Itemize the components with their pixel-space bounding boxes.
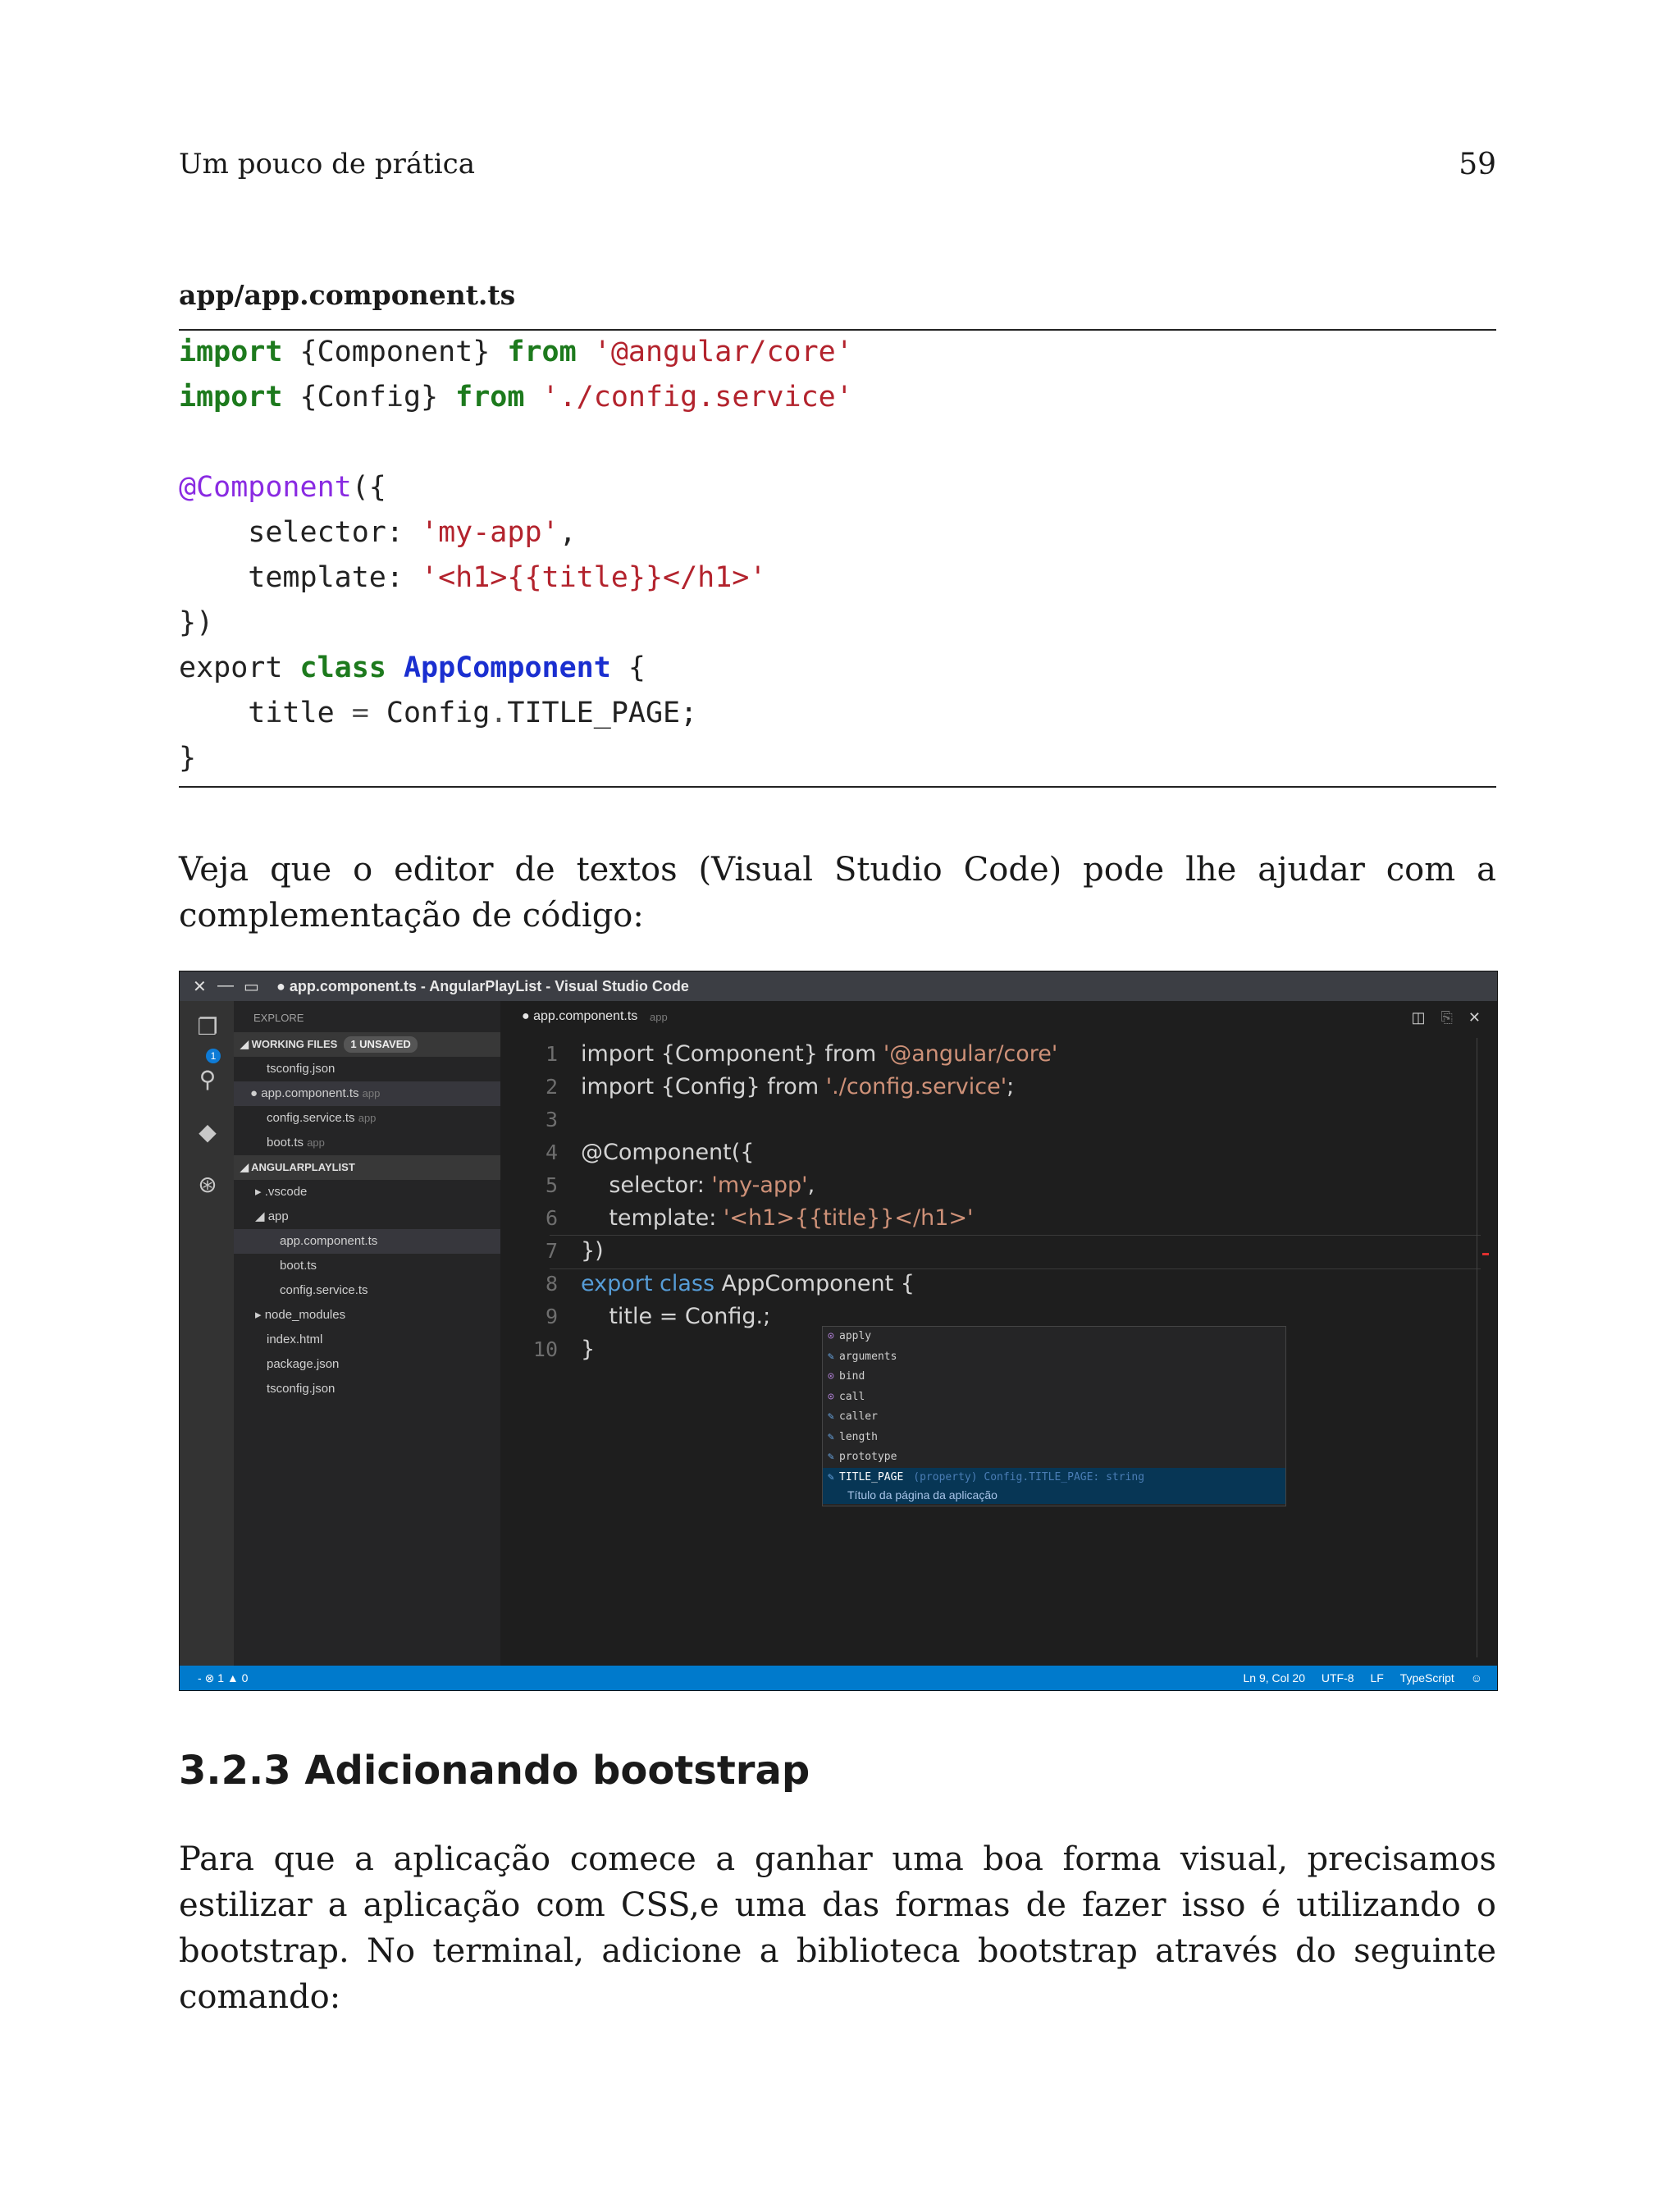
- suggestion-item[interactable]: [823, 1367, 1285, 1387]
- suggestion-label: call: [839, 1390, 865, 1403]
- line-number: 10: [532, 1337, 558, 1361]
- editor-scrollbar[interactable]: [1477, 1038, 1489, 1657]
- suggestion-item[interactable]: [823, 1428, 1285, 1448]
- language-mode[interactable]: TypeScript: [1399, 1671, 1454, 1684]
- status-bar: [180, 1666, 1497, 1690]
- tree-label: boot.ts: [280, 1259, 317, 1273]
- feedback-smiley-icon[interactable]: ☺: [1470, 1671, 1482, 1684]
- line-number: 6: [545, 1206, 558, 1230]
- suggestion-label: bind: [839, 1370, 865, 1383]
- line-number: 3: [545, 1108, 558, 1131]
- open-changes-icon[interactable]: ⎘: [1440, 1009, 1453, 1026]
- suggestion-item[interactable]: [823, 1347, 1285, 1368]
- property-icon: ✎: [828, 1350, 834, 1363]
- property-icon: ✎: [828, 1410, 834, 1423]
- window-title: ● app.component.ts - AngularPlayList - Visual Studio Code: [276, 978, 689, 994]
- suggestion-label: prototype: [839, 1451, 897, 1463]
- files-icon[interactable]: ❐: [197, 1014, 218, 1040]
- tree-label: package.json: [267, 1357, 340, 1371]
- tree-label: config.service.ts: [280, 1283, 368, 1297]
- tab-folder: app: [650, 1011, 668, 1023]
- working-file-item[interactable]: [234, 1131, 500, 1155]
- suggestion-label: length: [839, 1430, 878, 1443]
- line-number: 7: [545, 1239, 558, 1263]
- line-number: 9: [545, 1305, 558, 1328]
- suggestion-documentation: Título da página da aplicação: [823, 1488, 1285, 1504]
- working-files-header[interactable]: ◢ WORKING FILES 1 UNSAVED: [234, 1032, 500, 1057]
- editor-pane[interactable]: [500, 1001, 1497, 1666]
- warning-count: 0: [241, 1671, 249, 1684]
- file-folder: app: [307, 1136, 325, 1149]
- running-title: Um pouco de prática: [179, 148, 475, 181]
- minimize-icon[interactable]: —: [217, 976, 234, 994]
- page-number: 59: [1459, 148, 1496, 181]
- suggestion-item[interactable]: [823, 1387, 1285, 1408]
- editor-tab[interactable]: [500, 1001, 1497, 1034]
- tree-item[interactable]: ▸ node_modules: [255, 1308, 346, 1322]
- working-file-item[interactable]: [234, 1057, 500, 1081]
- error-count: 1: [217, 1671, 224, 1684]
- working-file-item[interactable]: ● app.component.ts app: [234, 1081, 500, 1106]
- split-editor-icon[interactable]: ◫: [1411, 1009, 1426, 1026]
- close-icon[interactable]: ✕: [193, 978, 207, 996]
- tree-item[interactable]: ◢ app: [255, 1209, 289, 1223]
- tree-item[interactable]: ▸ .vscode: [255, 1185, 308, 1199]
- window-titlebar: [180, 971, 1497, 1001]
- tree-label: index.html: [267, 1332, 323, 1346]
- tree-label: node_modules: [264, 1308, 346, 1322]
- suggestion-item[interactable]: [823, 1447, 1285, 1468]
- file-name: app.component.ts: [261, 1086, 359, 1100]
- running-header: [179, 148, 1496, 181]
- property-icon: ✎: [828, 1430, 834, 1443]
- tree-item[interactable]: [234, 1278, 500, 1303]
- property-icon: ✎: [828, 1451, 834, 1463]
- error-marker: [1482, 1253, 1489, 1255]
- search-icon[interactable]: ⚲: [199, 1067, 217, 1092]
- warning-icon: ▲: [226, 1671, 239, 1684]
- suggestion-label: arguments: [839, 1350, 897, 1363]
- status-problems[interactable]: - ⊗ 1 ▲ 0: [198, 1671, 249, 1684]
- code-listing: import {Component} from '@angular/core' import {Config} from './config.service' @Component({ selector: 'my-app', template: '<h1>{{title}}</h1>' }) export class AppComponent { title = Config.TITLE_PAGE; }: [179, 336, 853, 775]
- error-icon: ⊗: [204, 1671, 215, 1684]
- tab-label: ● app.component.ts: [522, 1009, 638, 1023]
- file-name: boot.ts: [267, 1136, 304, 1150]
- status-right: [1230, 1666, 1482, 1690]
- method-icon: ⊙: [828, 1390, 834, 1403]
- tree-item[interactable]: [234, 1254, 500, 1278]
- maximize-icon[interactable]: ▭: [244, 978, 259, 996]
- method-icon: ⊙: [828, 1330, 834, 1342]
- tree-label: app.component.ts: [280, 1234, 378, 1248]
- working-file-item[interactable]: [234, 1106, 500, 1131]
- encoding[interactable]: UTF-8: [1321, 1671, 1354, 1684]
- editor-actions: [1399, 1009, 1481, 1026]
- method-icon: ⊙: [828, 1370, 834, 1383]
- tree-item[interactable]: [234, 1229, 500, 1254]
- git-icon[interactable]: ◆: [199, 1119, 217, 1145]
- line-number: 8: [545, 1272, 558, 1296]
- project-label: ANGULARPLAYLIST: [251, 1161, 355, 1173]
- line-number: 4: [545, 1140, 558, 1164]
- vscode-screenshot: [179, 971, 1498, 1691]
- listing-filename: app/app.component.ts: [179, 279, 516, 311]
- suggestion-detail: (property) Config.TITLE_PAGE: string: [913, 1470, 1145, 1483]
- property-icon: ✎: [828, 1470, 834, 1483]
- working-files-label: WORKING FILES: [251, 1038, 338, 1050]
- close-editor-icon[interactable]: ✕: [1468, 1009, 1481, 1026]
- suggestion-item[interactable]: [823, 1407, 1285, 1428]
- line-number-gutter: [517, 1038, 558, 1366]
- suggestion-item[interactable]: [823, 1327, 1285, 1347]
- section-heading: 3.2.3 Adicionando bootstrap: [179, 1748, 810, 1794]
- tree-label: .vscode: [264, 1185, 308, 1199]
- suggestion-widget: [822, 1326, 1286, 1506]
- bootstrap-paragraph: Para que a aplicação comece a ganhar uma boa forma visual, precisamos estilizar a aplicação com CSS,e uma das formas de fazer isso é utilizando o bootstrap. No terminal, adicione a biblioteca bootstrap através do seguinte comando:: [179, 1840, 1496, 2016]
- suggestion-label: apply: [839, 1330, 872, 1342]
- line-number: 2: [545, 1075, 558, 1099]
- tree-item[interactable]: [234, 1377, 500, 1401]
- debug-icon[interactable]: ⊛: [198, 1172, 217, 1197]
- intro-paragraph: Veja que o editor de textos (Visual Studio Code) pode lhe ajudar com a complementação de código:: [179, 851, 1496, 935]
- file-name: config.service.ts: [267, 1111, 355, 1125]
- suggestion-label: caller: [839, 1410, 878, 1423]
- tree-item[interactable]: [234, 1328, 500, 1352]
- line-ending[interactable]: LF: [1370, 1671, 1384, 1684]
- activity-bar: [180, 1001, 234, 1666]
- explorer-sidebar: [234, 1001, 500, 1666]
- line-number: 1: [545, 1042, 558, 1066]
- unsaved-count-badge: 1: [206, 1049, 221, 1063]
- tree-label: app: [267, 1209, 289, 1223]
- file-name: tsconfig.json: [267, 1062, 336, 1076]
- tree-label: tsconfig.json: [267, 1382, 336, 1396]
- suggestion-label: TITLE_PAGE: [839, 1470, 904, 1483]
- file-folder: app: [358, 1112, 377, 1124]
- tree-item[interactable]: [234, 1352, 500, 1377]
- unsaved-badge: 1 UNSAVED: [344, 1036, 417, 1053]
- suggestion-item-selected[interactable]: [823, 1468, 1285, 1488]
- explore-label: EXPLORE: [253, 1012, 304, 1024]
- line-number: 5: [545, 1173, 558, 1197]
- project-header[interactable]: ◢ ANGULARPLAYLIST: [234, 1155, 500, 1180]
- editor-source: import {Component} from '@angular/core' import {Config} from './config.service'; @Component({ selector: 'my-app', template: '<h1>{{title}}</h1>' }) export class AppComponent { title = Config.; }: [581, 1041, 1058, 1362]
- listing-bottom-rule: [179, 786, 1496, 788]
- file-folder: app: [362, 1087, 381, 1099]
- cursor-position[interactable]: Ln 9, Col 20: [1243, 1671, 1305, 1684]
